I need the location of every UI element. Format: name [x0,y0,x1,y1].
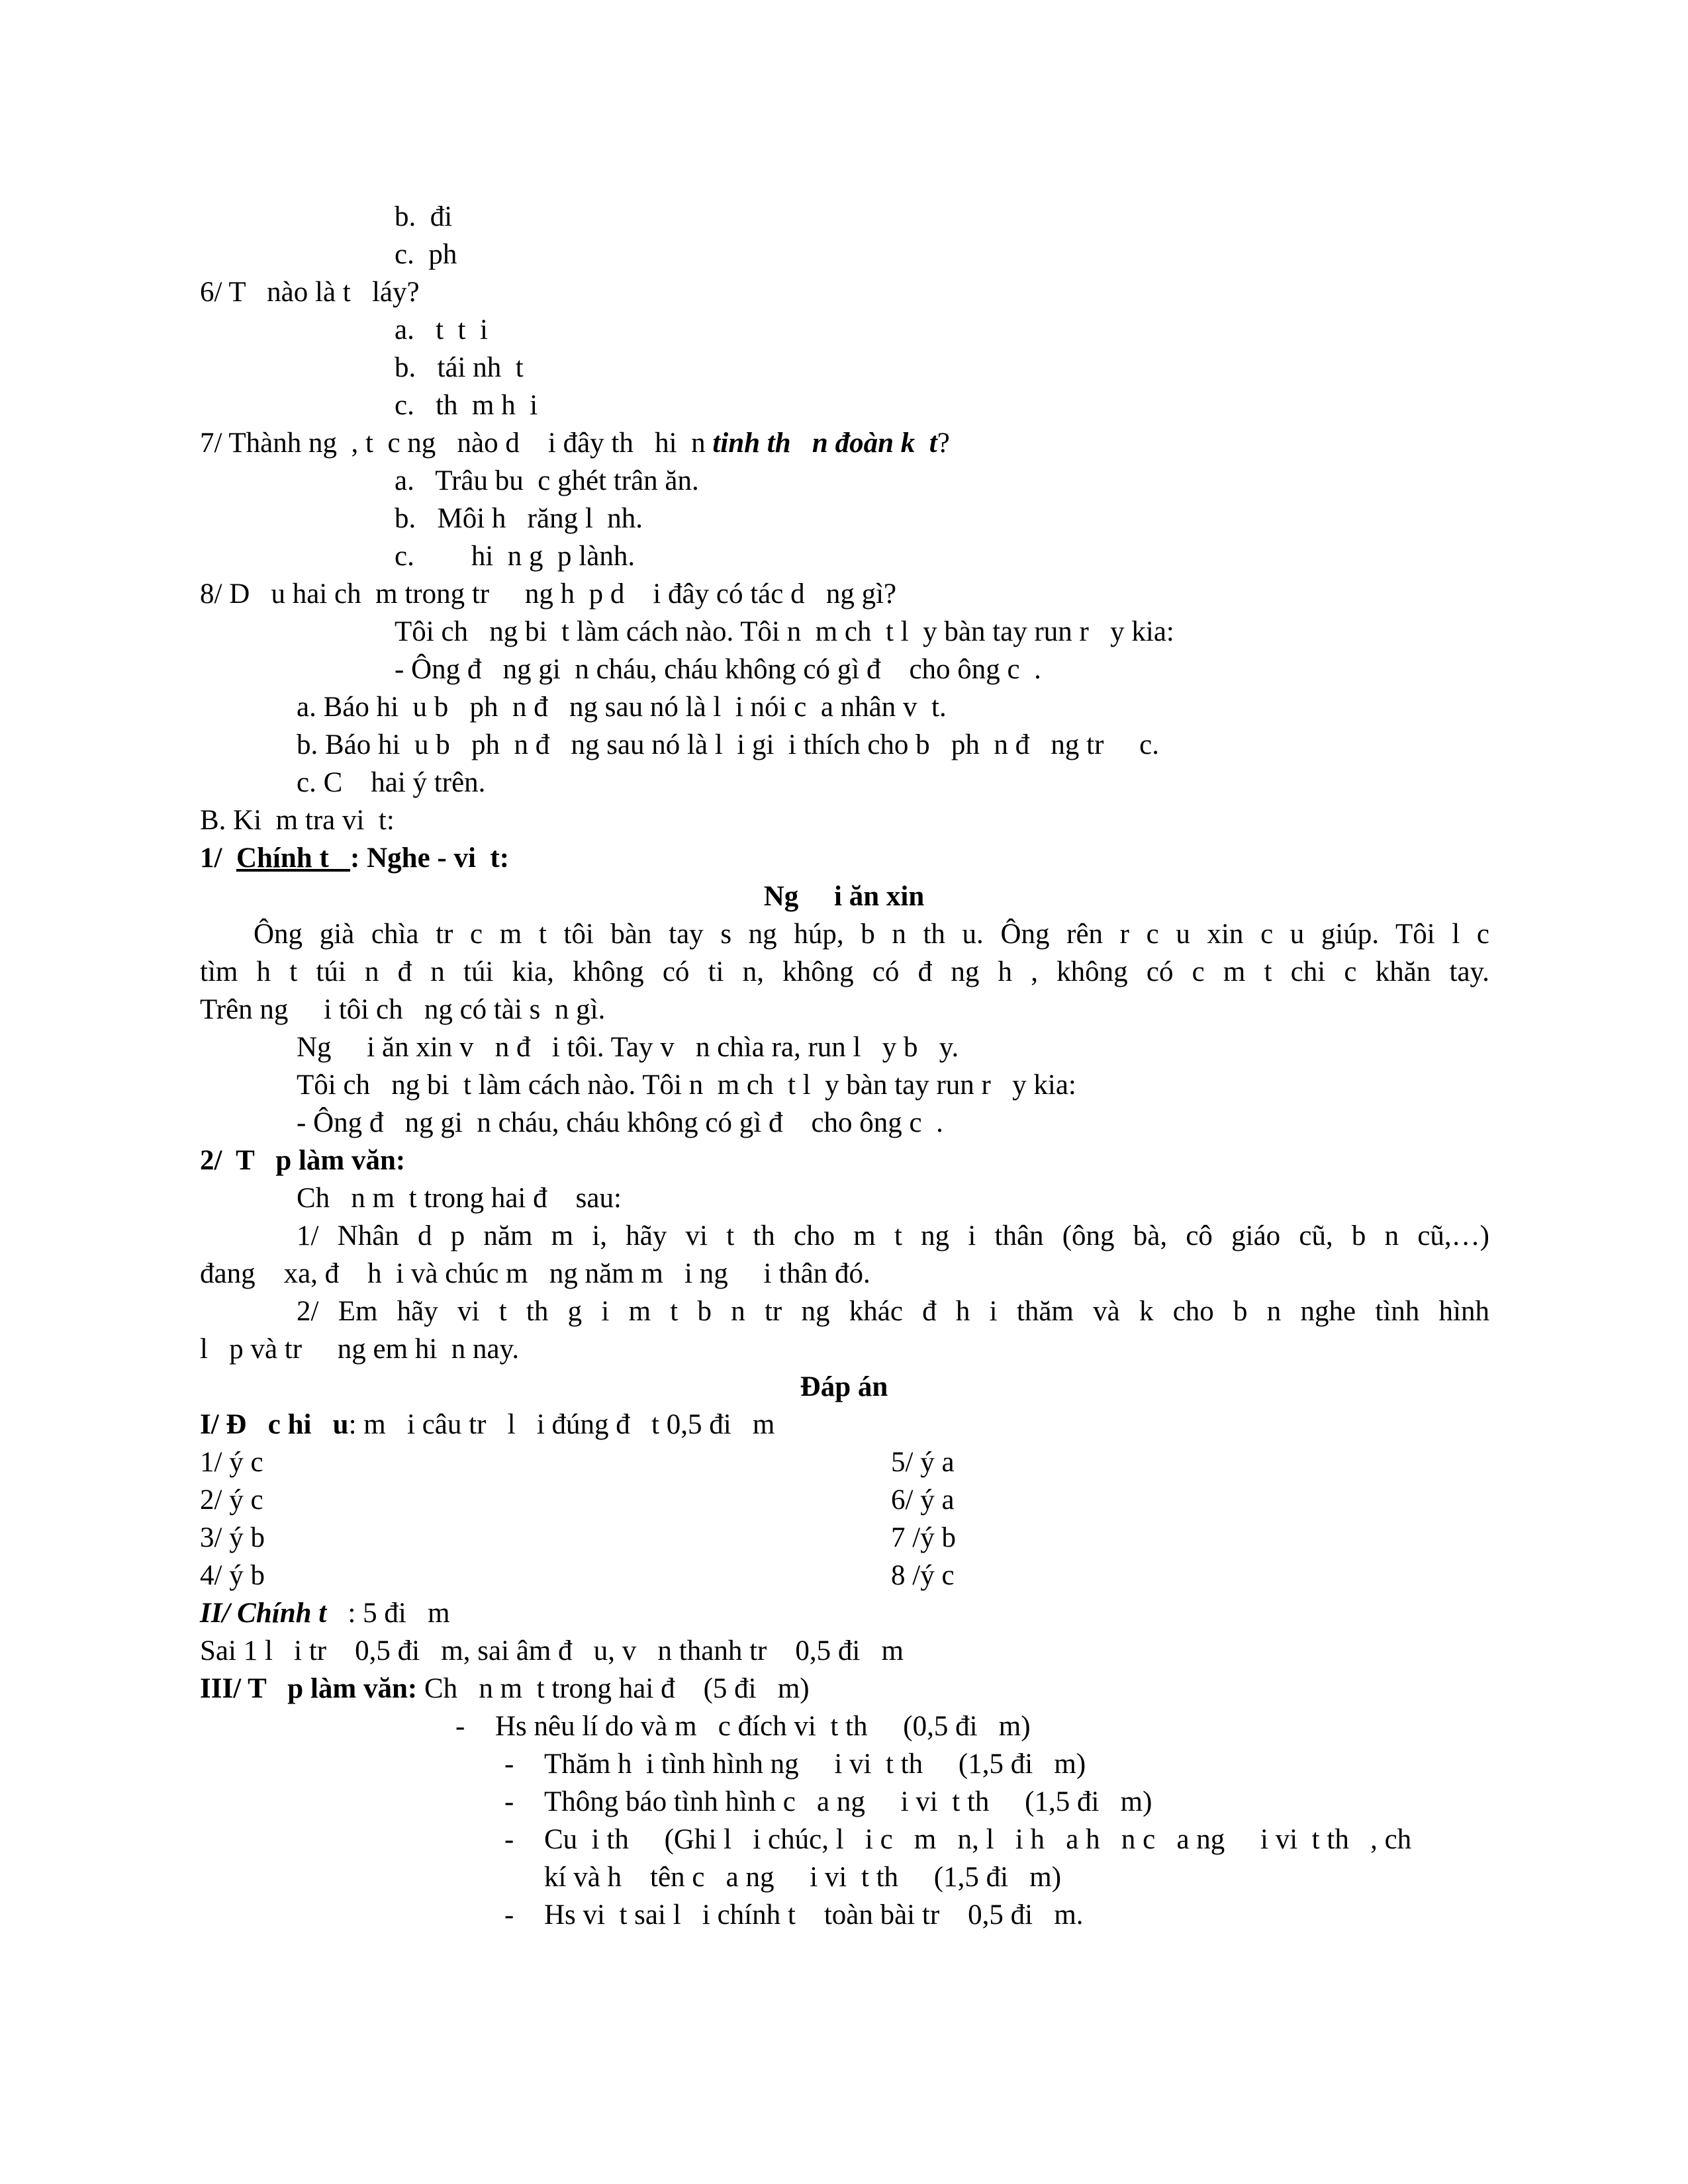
bullet-dash: - [504,1824,514,1855]
q6-option-a: a. t t i [395,314,488,345]
q7-option-a: a. Trâu bu c ghét trân ăn. [395,465,699,496]
q7-question-text: 7/ Thành ng , t c ng nào d i đây th hi n [200,428,713,459]
criteria-item-4-line-1: Cu i th (Ghi l i chúc, l i c m n, l i h a h n c a ng i vi t th , ch [544,1824,1412,1855]
dictation-subtitle: : Nghe - vi t: [350,842,510,874]
answers-reading-label: I/ Đ c hi u [200,1409,349,1440]
q7-question-mark: ? [937,428,950,459]
criteria-item-1: Hs nêu lí do và m c đích vi t th (0,5 đi m) [495,1711,1031,1742]
criteria-item-5: Hs vi t sai l i chính t toàn bài tr 0,5 đi m. [544,1899,1084,1931]
dictation-title: Ng i ăn xin [763,881,925,912]
q8-quote-2: - Ông đ ng gi n cháu, cháu không có gì đ cho ông c . [395,654,1041,685]
dictation-para-1-line-2: tìm h t túi n đ n túi kia, không có ti n, không có đ ng h , không có c m t chi c khăn tay. [200,956,1489,987]
answers-spelling-label: II/ Chính t [200,1598,327,1629]
section-b-heading: B. Ki m tra vi t: [200,805,395,836]
bullet-dash: - [504,1899,514,1931]
answer-6: 6/ ý a [891,1484,955,1516]
dictation-para-1-line-1: Ông già chìa tr c m t tôi bàn tay s ng húp, b n th u. Ông rên r c u xin c u giúp. Tôi l c [254,919,1489,950]
q6-option-c: c. th m h i [395,390,538,421]
answer-3: 3/ ý b [200,1522,265,1553]
answers-spelling-heading [200,1599,450,1627]
bullet-dash: - [455,1711,465,1742]
answer-2: 2/ ý c [200,1484,263,1516]
q7-option-b: b. Môi h răng l nh. [395,503,643,534]
q8-option-b: b. Báo hi u b ph n đ ng sau nó là l i gi i thích cho b ph n đ ng tr c. [297,729,1160,760]
answer-1: 1/ ý c [200,1447,263,1478]
composition-topic-2-line-1: 2/ Em hãy vi t th g i m t b n tr ng khác đ h i thăm và k cho b n nghe tình hình [297,1296,1489,1327]
q8-option-c: c. C hai ý trên. [297,767,486,798]
dictation-para-3: Tôi ch ng bi t làm cách nào. Tôi n m ch t l y bàn tay run r y kia: [297,1069,1076,1101]
composition-heading: 2/ T p làm văn: [200,1145,406,1176]
bullet-dash: - [504,1749,514,1780]
q6-option-b: b. tái nh t [395,352,524,383]
dictation-heading [200,844,509,872]
dictation-para-4: - Ông đ ng gi n cháu, cháu không có gì đ cho ông c . [297,1107,943,1138]
q7-question [200,429,950,457]
q8-quote-1: Tôi ch ng bi t làm cách nào. Tôi n m ch t l y bàn tay run r y kia: [395,616,1174,647]
q8-option-a: a. Báo hi u b ph n đ ng sau nó là l i nói c a nhân v t. [297,692,947,723]
answers-reading-heading [200,1410,774,1439]
criteria-item-3: Thông báo tình hình c a ng i vi t th (1,5 đi m) [544,1786,1152,1817]
criteria-item-2: Thăm h i tình hình ng i vi t th (1,5 đi m) [544,1749,1086,1780]
q7-emphasis: tinh th n đoàn k t [712,428,937,459]
composition-intro: Ch n m t trong hai đ sau: [297,1183,622,1214]
answer-7: 7 /ý b [891,1522,956,1553]
composition-topic-2-line-2: l p và tr ng em hi n nay. [200,1334,520,1365]
q6-question: 6/ T nào là t láy? [200,277,420,308]
dictation-label: Chính t [236,842,351,874]
criteria-item-4-line-2: kí và h tên c a ng i vi t th (1,5 đi m) [544,1862,1062,1893]
composition-topic-1-line-2: đang xa, đ h i và chúc m ng năm m i ng i thân đó. [200,1258,870,1289]
dictation-number: 1/ [200,842,236,874]
bullet-dash: - [504,1786,514,1817]
answers-title: Đáp án [800,1371,888,1402]
q8-question: 8/ D u hai ch m trong tr ng h p d i đây có tác d ng gì? [200,578,897,610]
q7-option-c: c. hi n g p lành. [395,541,635,572]
q5-option-b: b. đi [395,201,453,232]
answers-spelling-points: : 5 đi m [326,1598,450,1629]
dictation-para-2: Ng i ăn xin v n đ i tôi. Tay v n chìa ra, run l y b y. [297,1032,959,1063]
answers-composition-heading [200,1674,810,1703]
answer-5: 5/ ý a [891,1447,955,1478]
dictation-para-1-line-3: Trên ng i tôi ch ng có tài s n gì. [200,994,606,1025]
answer-8: 8 /ý c [891,1560,955,1591]
answers-composition-label: III/ T p làm văn: [200,1673,418,1704]
answer-4: 4/ ý b [200,1560,265,1591]
q5-option-c: c. ph [395,239,457,270]
composition-topic-1-line-1: 1/ Nhân d p năm m i, hãy vi t th cho m t ng i thân (ông bà, cô giáo cũ, b n cũ,…) [297,1220,1489,1251]
answers-reading-note: : m i câu tr l i đúng đ t 0,5 đi m [348,1409,775,1440]
answers-spelling-rule: Sai 1 l i tr 0,5 đi m, sai âm đ u, v n thanh tr 0,5 đi m [200,1635,904,1666]
answers-composition-note: Ch n m t trong hai đ (5 đi m) [417,1673,810,1704]
